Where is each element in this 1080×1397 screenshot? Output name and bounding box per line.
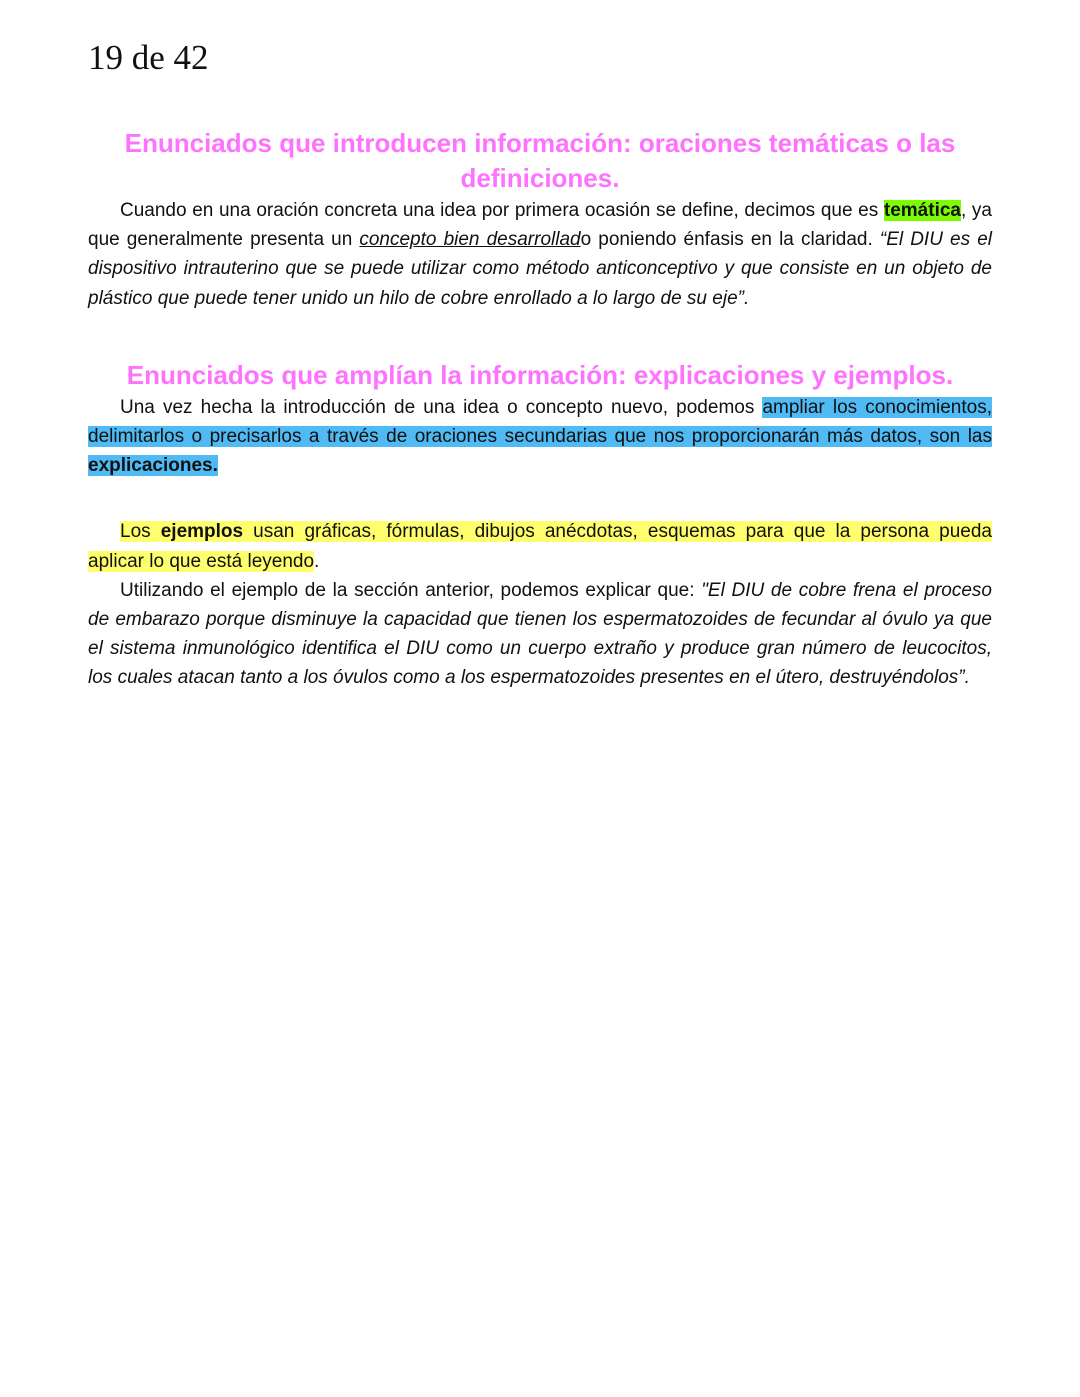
term-explicaciones: explicaciones. [88, 455, 218, 477]
section-heading-explanations: Enunciados que amplían la información: explicaciones y ejemplos. [126, 359, 954, 390]
section-heading-definitions: Enunciados que introducen información: oraciones temáticas o las definiciones. [124, 128, 956, 193]
term-tematica: temática [883, 200, 961, 221]
paragraph-examples [88, 517, 992, 575]
text-segment: Una vez hecha la introducción de una idea o concepto nuevo, podemos [120, 396, 763, 418]
underlined-phrase: concepto bien desarrollad [359, 229, 581, 251]
example-quote-diu-cobre: "El DIU de cobre frena el proceso de embarazo porque disminuye la capacidad que tienen los espermatozoides de fecundar al óvulo ya que el sistema inmunológico identifica el DIU como un cuerpo extraño y produce gran número de leucocitos, los cuales atacan tanto a los óvulos como a los espermatozoides presentes en el útero, destruyéndolos”. [88, 579, 992, 689]
text-segment: Cuando en una oración concreta una idea por primera ocasión se define, decimos que es [120, 200, 884, 221]
text-segment: Los [120, 521, 161, 543]
text-segment: usan gráficas, fórmulas, dibujos anécdotas, esquemas para que la persona pueda aplicar lo que está leyendo [88, 521, 992, 572]
text-segment: ampliar los conocimientos, delimitarlos o precisarlos a través de oraciones secundarias que nos proporcionarán más datos, son las [88, 396, 992, 448]
example-quote: “El DIU es el dispositivo intrauterino que se puede utilizar como método anticonceptivo y que consiste en un objeto de plástico que puede tener unido un hilo de cobre enrollado a lo largo de su eje”. [88, 229, 992, 309]
document-body [88, 126, 992, 693]
paragraph-example-usage [88, 576, 992, 693]
text-segment: . [314, 550, 320, 572]
term-ejemplos: ejemplos [160, 521, 244, 543]
paragraph-definitions [88, 196, 992, 313]
page-number: 19 de 42 [88, 38, 209, 77]
paragraph-explanations [88, 393, 992, 481]
text-segment: o poniendo énfasis en la claridad. [580, 229, 880, 251]
text-segment: , ya que generalmente presenta un [88, 200, 992, 251]
text-segment: Utilizando el ejemplo de la sección anterior, podemos explicar que: [120, 579, 702, 601]
highlighted-examples [88, 521, 992, 571]
